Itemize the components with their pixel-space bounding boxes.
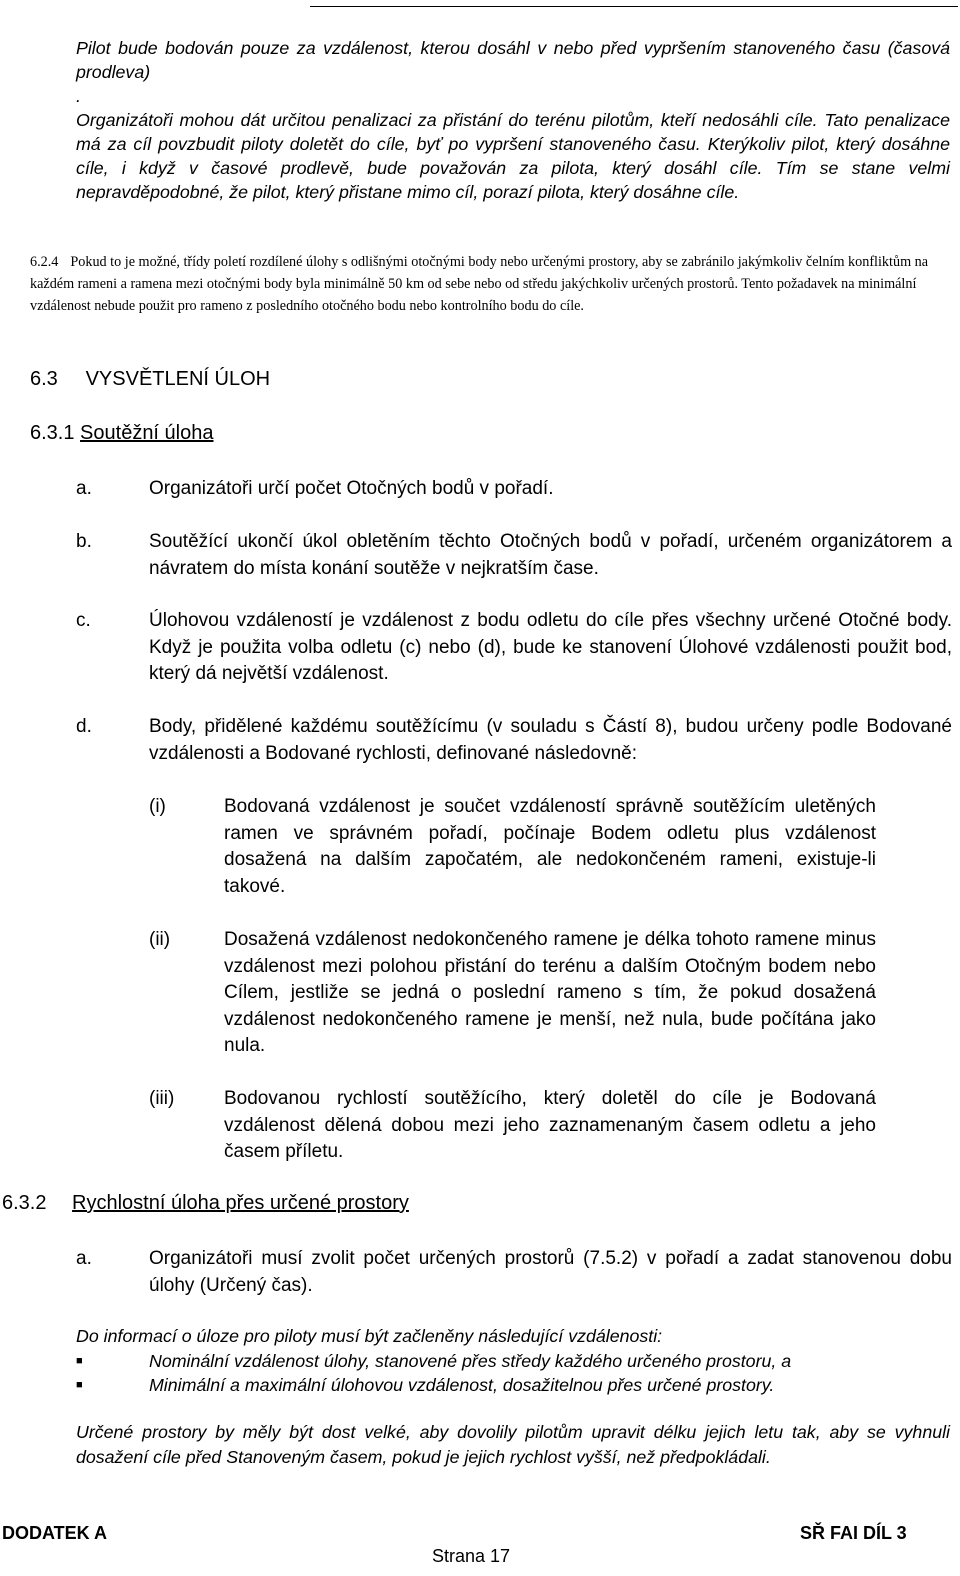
sub-item-text: Bodovanou rychlostí soutěžícího, který doletěl do cíle je Bodovaná vzdálenost dělená dobou mezi jeho zaznamenaným časem odletu a jeho časem příletu. <box>224 1088 876 1162</box>
item-label: c. <box>76 610 91 631</box>
item-text: Úlohovou vzdáleností je vzdálenost z bodu odletu do cíle přes všechny určené Otočné body. Když je použita volba odletu (c) nebo (d), bude ke stanovení Úlohové vzdálenosti použit bod, který dá největší vzdálenost. <box>149 610 952 684</box>
item-text: Body, přidělené každému soutěžícímu (v souladu s Částí 8), budou určeny podle Bodované vzdálenosti a Bodované rychlosti, definované následovně: <box>149 716 952 764</box>
bullet-marker: ■ <box>76 1355 83 1367</box>
section-6-3-title: 6.3 VYSVĚTLENÍ ÚLOH <box>30 368 271 390</box>
section-6-3-2-heading <box>2 1192 409 1215</box>
bullet-text: Minimální a maximální úlohovou vzdálenost, dosažitelnou přes určené prostory. <box>149 1375 775 1395</box>
item-text: Organizátoři určí počet Otočných bodů v pořadí. <box>149 478 554 499</box>
closing-paragraph: Určené prostory by měly být dost velké, aby dovolily pilotům upravit délku jejich letu tak, aby se vyhnuli dosažení cíle před Stanoveným časem, pokud je jejich rychlost vyšší, než předpokládali. <box>76 1422 950 1467</box>
info-lead: Do informací o úloze pro piloty musí být začleněny následující vzdálenosti: <box>76 1326 663 1346</box>
intro-paragraph-2: Organizátoři mohou dát určitou penalizaci za přistání do terénu pilotům, kteří nedosáhli cíle. Tato penalizace má za cíl povzbudit piloty doletět do cíle, byť po vypršení stanoveného času. Kterýkoliv pilot, který dosáhne cíle, i když v časové prodlevě, bude považován za pilota, který dosáhl cíle. Tím se stane velmi nepravděpodobné, že pilot, který přistane mimo cíl, porazí pilota, který dosáhne cíle. <box>76 110 950 202</box>
sub-item-label: (ii) <box>149 929 171 950</box>
clause-number: 6.2.4 <box>30 254 59 270</box>
item-label: a. <box>76 1248 92 1269</box>
section-title: Soutěžní úloha <box>80 422 214 444</box>
item-text: Organizátoři musí zvolit počet určených prostorů (7.5.2) v pořadí a zadat stanovenou dobu úlohy (Určený čas). <box>149 1248 952 1296</box>
sub-item-text: Dosažená vzdálenost nedokončeného ramene je délka tohoto ramene minus vzdálenost mezi polohou přistání do terénu a dalším Otočným bodem nebo Cílem, jestliže se jedná o poslední rameno s tím, že pokud dosažená vzdálenost nedokončeného ramene je menší, než nula, bude počítána jako nula. <box>224 929 876 1056</box>
sub-item-label: (iii) <box>149 1088 175 1109</box>
section-6-3-1-heading <box>30 422 213 445</box>
item-text: Soutěžící ukončí úkol obletěním těchto Otočných bodů v pořadí, určeném organizátorem a návratem do místa konání soutěže v nejkratším čase. <box>149 531 952 579</box>
section-number: 6.3.2 <box>2 1192 47 1214</box>
section-number: 6.3.1 <box>30 422 75 444</box>
section-title: Rychlostní úloha přes určené prostory <box>72 1192 409 1214</box>
footer-right: SŘ FAI DÍL 3 <box>800 1523 907 1543</box>
intro-dot: . <box>76 86 81 106</box>
item-label: d. <box>76 716 92 737</box>
sub-item-label: (i) <box>149 796 166 817</box>
page-number: Strana 17 <box>432 1546 511 1566</box>
footer-left: DODATEK A <box>2 1523 107 1543</box>
item-label: b. <box>76 531 92 552</box>
item-label: a. <box>76 478 92 499</box>
header-rule <box>310 6 958 7</box>
clause-text: Pokud to je možné, třídy poletí rozdílené úlohy s odlišnými otočnými body nebo určenými prostory, aby se zabránilo jakýmkoliv čelním konfliktům na každém rameni a ramena mezi otočnými body byla minimálně 50 km od sebe nebo od středu jakýchkoliv určených prostorů. Tento požadavek na minimální vzdálenost nebude použit pro rameno z posledního otočného bodu nebo kontrolního bodu do cíle. <box>30 254 929 314</box>
intro-paragraph-1: Pilot bude bodován pouze za vzdálenost, kterou dosáhl v nebo před vypršením stanoveného času (časová prodleva) <box>76 38 950 82</box>
bullet-text: Nominální vzdálenost úlohy, stanovené přes středy každého určeného prostoru, a <box>149 1351 792 1371</box>
sub-item-text: Bodovaná vzdálenost je součet vzdáleností správně soutěžícím uletěných ramen ve správném pořadí, počínaje Bodem odletu plus vzdálenost dosažená na dalším započatém, ale nedokončeném rameni, existuje-li takové. <box>224 796 876 897</box>
bullet-marker: ■ <box>76 1379 83 1391</box>
intro-text <box>76 36 950 204</box>
clause-6-2-4 <box>30 251 930 317</box>
